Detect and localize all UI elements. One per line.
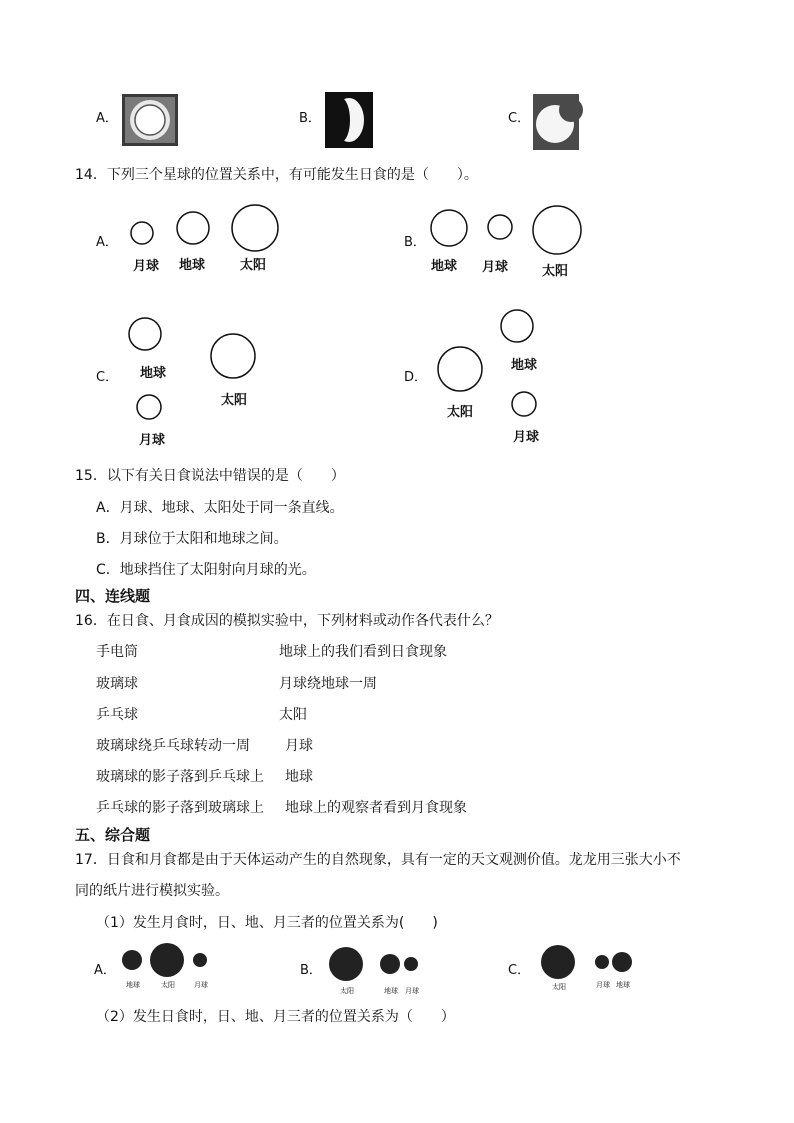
moon-disc (193, 953, 207, 967)
earth-disc (612, 952, 632, 972)
q14-b-label-2: 月球 (482, 260, 509, 275)
q16-left-4: 玻璃球绕乒乓球转动一周 (96, 738, 250, 754)
q14-d-label-2: 太阳 (447, 405, 474, 420)
q14-b-label-1: 地球 (431, 259, 458, 274)
moon-circle (131, 222, 153, 244)
q17-b-letter: B． (300, 963, 322, 978)
q14-a-label-3: 太阳 (240, 258, 267, 273)
q16-left-2: 玻璃球 (96, 676, 138, 692)
q16-right-2: 月球绕地球一周 (279, 676, 377, 692)
q16-right-5: 地球 (285, 769, 313, 785)
q17-stem-line-2: 同的纸片进行模拟实验。 (75, 883, 229, 899)
q17-a-label-3: 月球 (194, 981, 208, 989)
q16-right-6: 地球上的观察者看到月食现象 (285, 800, 467, 816)
moon-circle (488, 215, 512, 239)
q17-b-label-1: 太阳 (340, 987, 354, 995)
q17-a-label-1: 地球 (126, 981, 140, 989)
q17-c-label-3: 地球 (616, 981, 630, 989)
q17-a-label-2: 太阳 (161, 981, 175, 989)
q17-c-letter: C． (508, 963, 531, 978)
sun-disc (329, 947, 363, 981)
q16-right-4: 月球 (285, 738, 313, 754)
q16-left-3: 乒乓球 (96, 707, 138, 723)
sun-circle (438, 347, 482, 391)
q14-b-label-3: 太阳 (542, 264, 569, 279)
section-5-title: 五、综合题 (75, 826, 151, 844)
q13-option-c-image (533, 94, 579, 150)
q17-c-label-2: 月球 (596, 981, 610, 989)
earth-circle (431, 210, 467, 246)
q13-option-b-image (325, 92, 373, 148)
sun-disc (150, 943, 184, 977)
q16-left-1: 手电筒 (96, 644, 138, 660)
q14-a-label-2: 地球 (179, 258, 206, 273)
moon-circle (137, 395, 161, 419)
sun-circle (232, 205, 278, 251)
q13-option-a-image (122, 94, 178, 146)
q17-b-label-2: 地球 (384, 987, 398, 995)
q17-sub-question-1: （1）发生月食时，日、地、月三者的位置关系为( ) (96, 915, 438, 931)
q17-sub-question-2: （2）发生日食时，日、地、月三者的位置关系为（ ） (96, 1009, 455, 1025)
earth-disc (122, 950, 142, 970)
q15-option-a: A．月球、地球、太阳处于同一条直线。 (96, 500, 344, 516)
sun-circle (211, 334, 255, 378)
q13-option-c-letter: C． (508, 111, 531, 126)
q17-b-label-3: 月球 (405, 987, 419, 995)
q14-stem: 14．下列三个星球的位置关系中，有可能发生日食的是（ ）。 (75, 167, 478, 183)
q17-a-letter: A． (94, 963, 116, 978)
q16-left-5: 玻璃球的影子落到乒乓球上 (96, 769, 264, 785)
q16-stem: 16．在日食、月食成因的模拟实验中，下列材料或动作各代表什么？ (75, 613, 499, 629)
earth-circle (177, 212, 209, 244)
q14-d-label-1: 地球 (511, 358, 538, 373)
q14-b-letter: B． (404, 235, 426, 250)
q14-a-letter: A． (96, 235, 118, 250)
q15-option-b: B．月球位于太阳和地球之间。 (96, 531, 288, 547)
sun-circle (533, 206, 581, 254)
earth-circle (501, 310, 533, 342)
q17-c-label-1: 太阳 (552, 983, 566, 991)
q13-option-a-letter: A． (96, 111, 118, 126)
q16-right-1: 地球上的我们看到日食现象 (279, 644, 447, 660)
moon-disc (404, 957, 418, 971)
q17-c-diagram (0, 0, 1, 1)
earth-circle (129, 318, 161, 350)
q14-a-label-1: 月球 (133, 259, 160, 274)
q13-option-b-letter: B． (299, 111, 321, 126)
earth-disc (380, 954, 400, 974)
q14-c-letter: C． (96, 370, 119, 385)
q14-c-label-1: 地球 (140, 366, 167, 381)
q14-c-label-3: 月球 (139, 433, 166, 448)
q16-left-6: 乒乓球的影子落到玻璃球上 (96, 800, 264, 816)
moon-disc (595, 955, 609, 969)
q14-c-label-2: 太阳 (221, 393, 248, 408)
moon-circle (512, 392, 536, 416)
sun-disc (541, 945, 575, 979)
q14-d-label-3: 月球 (513, 430, 540, 445)
section-4-title: 四、连线题 (75, 587, 151, 605)
q17-stem-line-1: 17．日食和月食都是由于天体运动产生的自然现象，具有一定的天文观测价值。龙龙用三张大小不 (75, 852, 681, 868)
q15-stem: 15．以下有关日食说法中错误的是（ ） (75, 468, 345, 484)
q15-option-c: C．地球挡住了太阳射向月球的光。 (96, 562, 316, 578)
q14-d-letter: D． (404, 370, 428, 385)
q16-right-3: 太阳 (279, 707, 307, 723)
